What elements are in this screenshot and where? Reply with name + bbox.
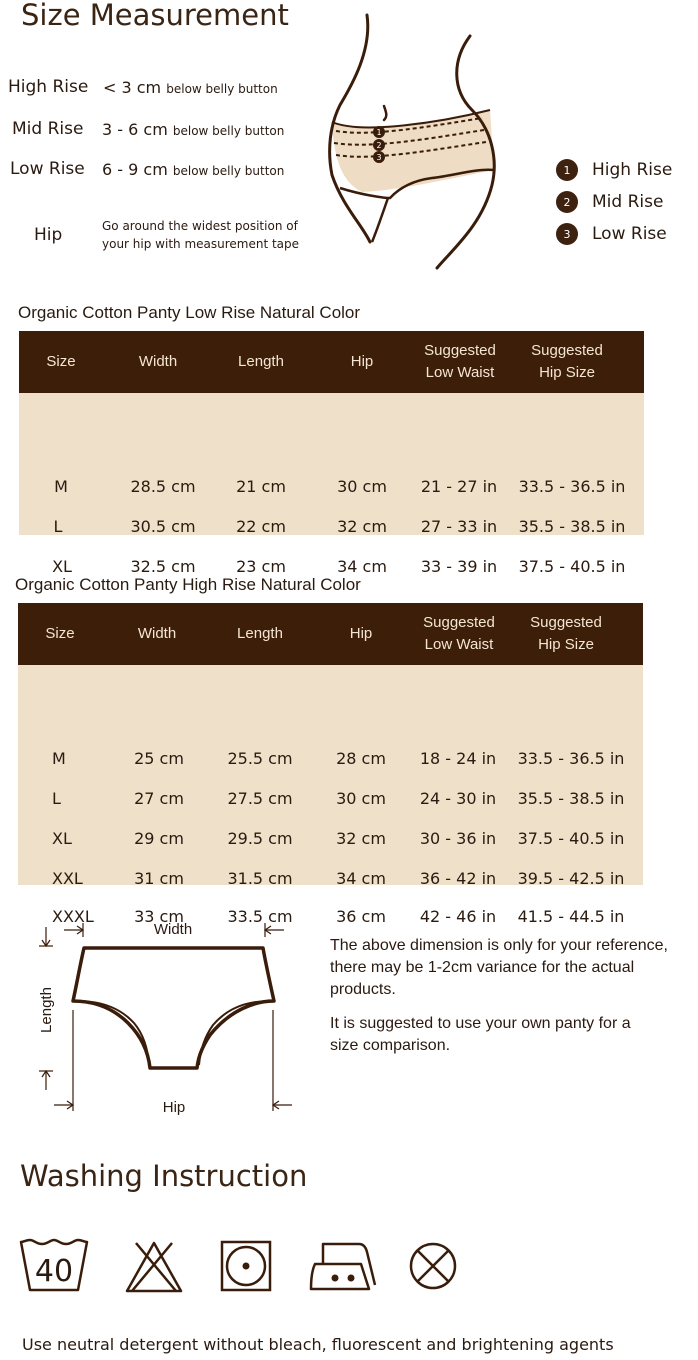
header-length: Length: [237, 625, 283, 642]
legend-number: 2: [556, 191, 578, 213]
low-rise-label: Low Rise: [10, 159, 85, 179]
low-rise-value: 6 - 9 cm: [102, 160, 168, 179]
size-measurement-title: Size Measurement: [21, 0, 289, 32]
high-rise-table-title: Organic Cotton Panty High Rise Natural Color: [15, 575, 361, 594]
wash-temperature: 40: [34, 1254, 74, 1289]
header-line-1: Suggested: [531, 342, 603, 359]
cell-length: 23 cm: [236, 557, 286, 576]
header-width: Width: [137, 625, 177, 642]
diagram-length-label: Length: [38, 987, 55, 1033]
cell-length: 22 cm: [236, 517, 286, 536]
cell-size: L: [52, 789, 61, 808]
header-width: Width: [138, 353, 178, 370]
high-rise-label: High Rise: [8, 77, 89, 97]
wash-40-icon: [18, 1238, 90, 1294]
low-rise-desc: [102, 160, 284, 179]
cell-hip-size: 35.5 - 38.5 in: [518, 517, 626, 536]
header-line-2: Hip Size: [538, 636, 594, 653]
legend-label: Mid Rise: [592, 192, 664, 212]
figure-marker-2: 2: [376, 141, 382, 150]
cell-low-waist: 42 - 46 in: [419, 907, 497, 926]
table-header: [18, 603, 643, 665]
cell-hip-size: 35.5 - 38.5 in: [517, 789, 625, 808]
header-line-1: Suggested: [423, 614, 495, 631]
hip-desc: [102, 217, 299, 253]
cell-width: 31 cm: [134, 869, 184, 888]
high-rise-size-table: [18, 603, 643, 926]
detergent-instruction: Use neutral detergent without bleach, fluorescent and brightening agents: [22, 1335, 614, 1354]
tumble-dry-low-icon: [220, 1240, 272, 1292]
cell-low-waist: 21 - 27 in: [420, 477, 498, 496]
panty-fill: [332, 110, 494, 192]
header-suggested-hip-size: [518, 603, 614, 665]
cell-size: M: [52, 749, 66, 768]
high-rise-desc: [103, 78, 278, 97]
cell-hip-size: 33.5 - 36.5 in: [517, 749, 625, 768]
cell-length: 21 cm: [236, 477, 286, 496]
cell-hip: 28 cm: [336, 749, 386, 768]
reference-note: [330, 935, 698, 1057]
do-not-dry-clean-icon: [408, 1241, 458, 1291]
navel-mark: [384, 106, 386, 120]
cell-low-waist: 24 - 30 in: [419, 789, 497, 808]
header-length: Length: [238, 353, 284, 370]
cell-low-waist: 18 - 24 in: [419, 749, 497, 768]
cell-size: XL: [52, 829, 72, 848]
legend-number: 3: [556, 223, 578, 245]
header-size: Size: [46, 353, 76, 370]
low-rise-suffix: below belly button: [172, 164, 285, 178]
cell-width: 30.5 cm: [130, 517, 196, 536]
cell-size: XL: [52, 557, 72, 576]
legend-number: 1: [556, 159, 578, 181]
figure-marker-3: 3: [376, 153, 382, 162]
cell-length: 31.5 cm: [227, 869, 293, 888]
body-figure-illustration: [322, 10, 512, 275]
header-line-2: Low Waist: [425, 364, 495, 381]
table-body: [18, 665, 643, 926]
header-line-1: Suggested: [424, 342, 496, 359]
cell-hip: 36 cm: [336, 907, 386, 926]
low-rise-size-table: [19, 331, 644, 576]
cell-hip: 30 cm: [337, 477, 387, 496]
washing-instruction-title: Washing Instruction: [20, 1159, 308, 1193]
cell-size: L: [53, 517, 63, 536]
header-hip: Hip: [350, 353, 374, 370]
header-hip: Hip: [349, 625, 373, 642]
cell-low-waist: 27 - 33 in: [420, 517, 498, 536]
cell-hip: 32 cm: [336, 829, 386, 848]
cell-length: 27.5 cm: [227, 789, 293, 808]
cell-hip-size: 37.5 - 40.5 in: [518, 557, 626, 576]
reference-note-p2: It is suggested to use your own panty for a size comparison.: [330, 1015, 631, 1054]
cell-hip-size: 39.5 - 42.5 in: [517, 869, 625, 888]
mid-rise-label: Mid Rise: [12, 119, 84, 139]
cell-width: 28.5 cm: [130, 477, 196, 496]
reference-note-p1: The above dimension is only for your reference, there may be 1-2cm variance for the actual products.: [330, 937, 668, 998]
cell-hip-size: 37.5 - 40.5 in: [517, 829, 625, 848]
cell-size: M: [54, 477, 68, 496]
cell-size: XXXL: [52, 907, 94, 926]
high-rise-suffix: below belly button: [166, 82, 278, 96]
cell-width: 32.5 cm: [130, 557, 196, 576]
cell-length: 29.5 cm: [227, 829, 293, 848]
cell-width: 25 cm: [134, 749, 184, 768]
figure-marker-1: 1: [376, 128, 382, 137]
cell-hip-size: 41.5 - 44.5 in: [517, 907, 625, 926]
cell-width: 29 cm: [134, 829, 184, 848]
no-bleach-icon: [124, 1240, 184, 1294]
cell-hip: 30 cm: [336, 789, 386, 808]
mid-rise-value: 3 - 6 cm: [102, 120, 168, 139]
table-body: [19, 393, 644, 576]
header-line-1: Suggested: [530, 614, 602, 631]
cell-length: 25.5 cm: [227, 749, 293, 768]
header-size: Size: [45, 625, 75, 642]
header-suggested-low-waist: [414, 603, 504, 665]
hip-label: Hip: [34, 225, 63, 245]
header-line-2: Low Waist: [424, 636, 494, 653]
low-rise-table-title: Organic Cotton Panty Low Rise Natural Color: [18, 303, 361, 322]
header-suggested-hip-size: [519, 331, 615, 393]
diagram-hip-label: Hip: [162, 1099, 186, 1116]
mid-rise-desc: [102, 120, 284, 139]
table-header: [19, 331, 644, 393]
diagram-width-label: Width: [153, 921, 193, 938]
legend-label: Low Rise: [592, 224, 667, 244]
legend-item-high-rise: [556, 157, 672, 183]
cell-width: 33 cm: [134, 907, 184, 926]
cell-low-waist: 33 - 39 in: [420, 557, 498, 576]
cell-hip: 34 cm: [336, 869, 386, 888]
cell-size: XXL: [52, 869, 83, 888]
legend-item-low-rise: [556, 221, 672, 247]
legend-label: High Rise: [592, 160, 673, 180]
cell-hip-size: 33.5 - 36.5 in: [518, 477, 626, 496]
header-suggested-low-waist: [415, 331, 505, 393]
header-line-2: Hip Size: [539, 364, 595, 381]
cell-hip: 32 cm: [337, 517, 387, 536]
cell-low-waist: 36 - 42 in: [419, 869, 497, 888]
panty-dimension-diagram: [30, 915, 300, 1120]
mid-rise-suffix: below belly button: [172, 124, 285, 138]
high-rise-value: < 3 cm: [103, 78, 162, 97]
iron-medium-icon: [309, 1240, 379, 1292]
cell-length: 33.5 cm: [227, 907, 293, 926]
legend-item-mid-rise: [556, 189, 672, 215]
cell-low-waist: 30 - 36 in: [419, 829, 497, 848]
cell-hip: 34 cm: [337, 557, 387, 576]
hip-desc-line-2: your hip with measurement tape: [102, 237, 300, 251]
leg-inner-line: [372, 198, 388, 242]
hip-desc-line-1: Go around the widest position of: [102, 219, 298, 233]
rise-legend: [556, 157, 672, 247]
cell-width: 27 cm: [134, 789, 184, 808]
